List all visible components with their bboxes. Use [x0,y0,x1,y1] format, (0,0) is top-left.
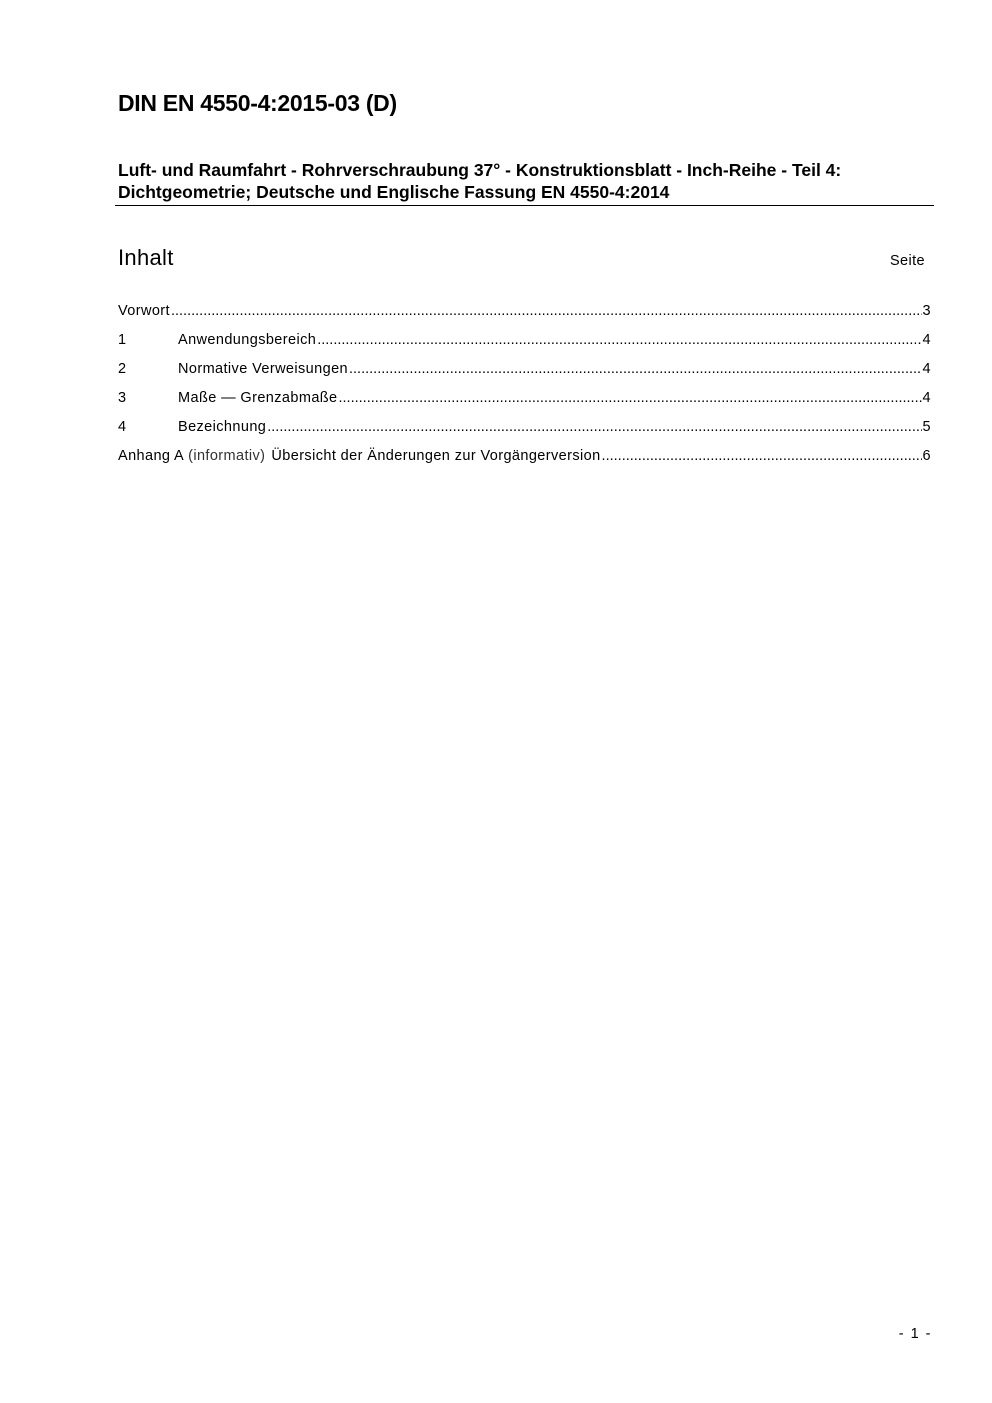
toc-entry-page: 4 [922,390,931,406]
page-number: - 1 - [898,1326,932,1342]
toc-entry-page: 4 [922,361,931,377]
toc-dot-leader [349,358,922,380]
toc-dot-leader [339,387,922,409]
toc-entry-anhang-a[interactable] [118,445,931,474]
toc-entry-page: 4 [922,332,931,348]
toc-entry-number: 1 [118,332,127,348]
toc-dot-leader [267,416,921,438]
toc-heading: Inhalt [118,245,174,270]
toc-entry-normative-verweisungen[interactable] [118,358,931,387]
toc-entry-title[interactable]: Maße — Grenzabmaße [178,390,338,406]
toc-annex-label[interactable]: Anhang A [118,448,185,464]
toc-entry-page: 6 [922,448,931,464]
toc-dot-leader [171,300,922,322]
toc-entry-title[interactable]: Vorwort [118,303,170,319]
toc-entry-number: 2 [118,361,127,377]
toc-entry-title[interactable]: Anwendungsbereich [178,332,317,348]
document-subtitle: Luft- und Raumfahrt - Rohrverschraubung 37° - Konstruktionsblatt - Inch-Reihe - Teil 4: Dichtgeometrie; Deutsche und Englische Fassung EN 4550-4:2014 [118,160,842,202]
document-id: DIN EN 4550-4:2015-03 (D) [118,90,397,116]
toc-annex-title[interactable]: Übersicht der Änderungen zur Vorgängerversion [271,448,601,464]
table-of-contents [118,300,931,474]
toc-annex-type: (informativ) [188,448,266,464]
title-divider [115,205,934,206]
toc-entry-bezeichnung[interactable] [118,416,931,445]
toc-dot-leader [602,445,922,467]
toc-entry-page: 5 [922,419,931,435]
toc-page-column-label: Seite [889,253,925,269]
toc-dot-leader [317,329,921,351]
toc-entry-title[interactable]: Normative Verweisungen [178,361,348,377]
toc-entry-vorwort[interactable] [118,300,931,329]
toc-entry-masse-grenzabmasse[interactable] [118,387,931,416]
toc-entry-anwendungsbereich[interactable] [118,329,931,358]
toc-entry-title[interactable]: Bezeichnung [178,419,267,435]
toc-entry-number: 4 [118,419,127,435]
toc-entry-number: 3 [118,390,127,406]
toc-entry-page: 3 [922,303,931,319]
